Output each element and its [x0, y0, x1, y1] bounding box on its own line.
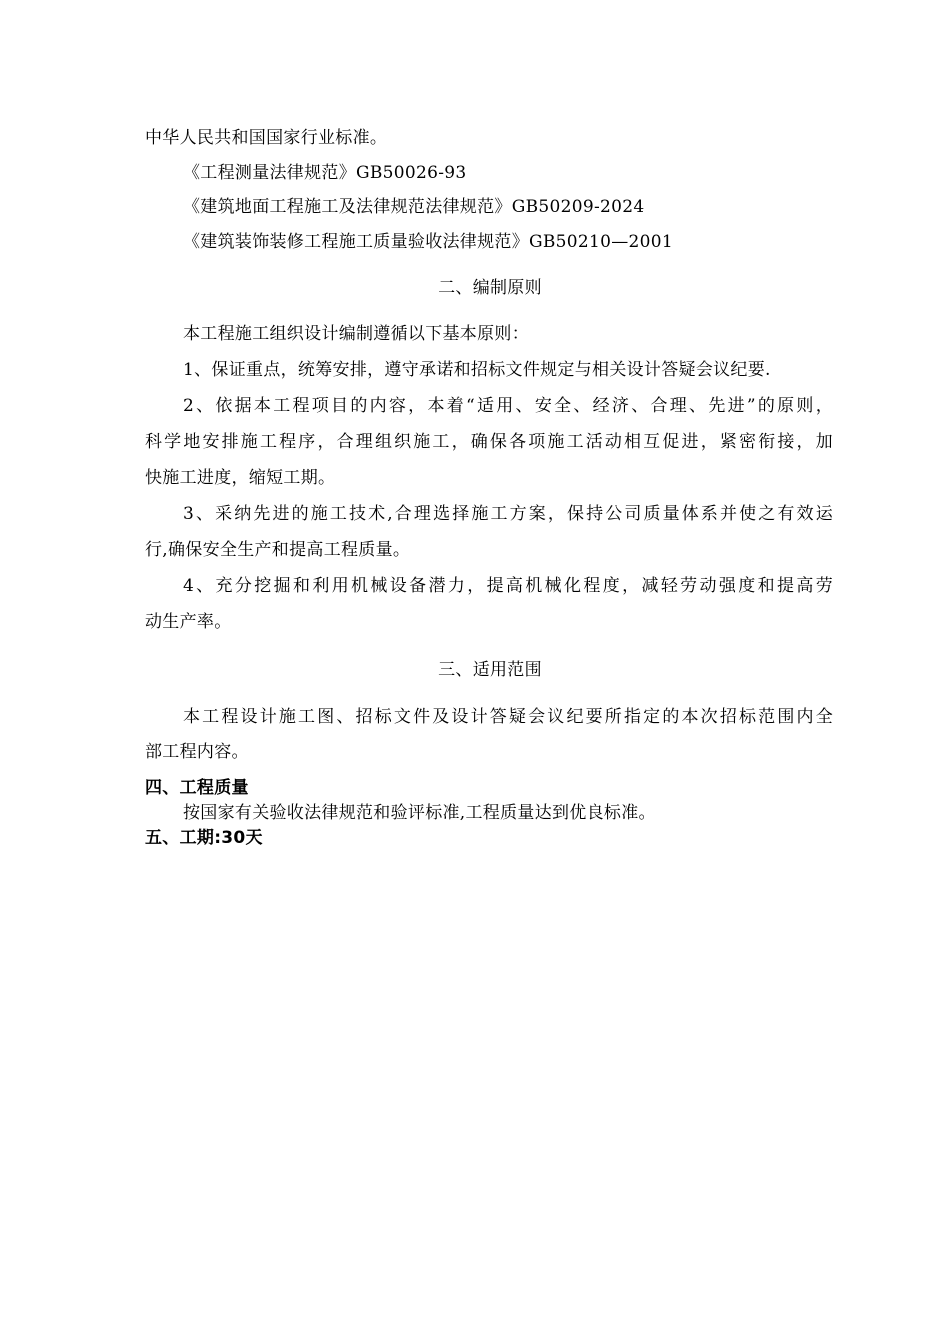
principle-item: 4、充分挖掘和利用机械设备潜力，提高机械化程度，减轻劳动强度和提高劳: [183, 576, 833, 596]
principle-item-continued: 行,确保安全生产和提高工程质量。: [145, 540, 411, 560]
section-heading-quality: 四、工程质量: [145, 778, 249, 798]
principle-item-continued: 动生产率。: [145, 612, 232, 632]
principle-item-continued: 快施工进度，缩短工期。: [145, 468, 336, 488]
section-heading-principles: 二、编制原则: [438, 278, 542, 298]
standards-intro: 中华人民共和国国家行业标准。: [145, 128, 388, 148]
principle-item: 3、采纳先进的施工技术,合理选择施工方案，保持公司质量体系并使之有效运: [183, 504, 833, 524]
section-heading-duration: 五、工期:30天: [145, 828, 263, 848]
standard-item: 《工程测量法律规范》GB50026-93: [183, 163, 467, 183]
standard-item: 《建筑装饰装修工程施工质量验收法律规范》GB50210—2001: [183, 232, 674, 252]
quality-text: 按国家有关验收法律规范和验评标准,工程质量达到优良标准。: [183, 803, 656, 823]
principle-item: 1、保证重点，统筹安排，遵守承诺和招标文件规定与相关设计答疑会议纪要.: [183, 360, 771, 380]
principle-item: 2、依据本工程项目的内容，本着“适用、安全、经济、合理、先进”的原则，: [183, 396, 833, 416]
scope-text-continued: 部工程内容。: [145, 742, 249, 762]
section-heading-scope: 三、适用范围: [438, 660, 542, 680]
standard-item: 《建筑地面工程施工及法律规范法律规范》GB50209-2024: [183, 197, 645, 217]
principles-intro: 本工程施工组织设计编制遵循以下基本原则：: [183, 324, 529, 344]
principle-item-continued: 科学地安排施工程序，合理组织施工，确保各项施工活动相互促进，紧密衔接，加: [145, 432, 833, 452]
scope-text: 本工程设计施工图、招标文件及设计答疑会议纪要所指定的本次招标范围内全: [183, 707, 833, 727]
